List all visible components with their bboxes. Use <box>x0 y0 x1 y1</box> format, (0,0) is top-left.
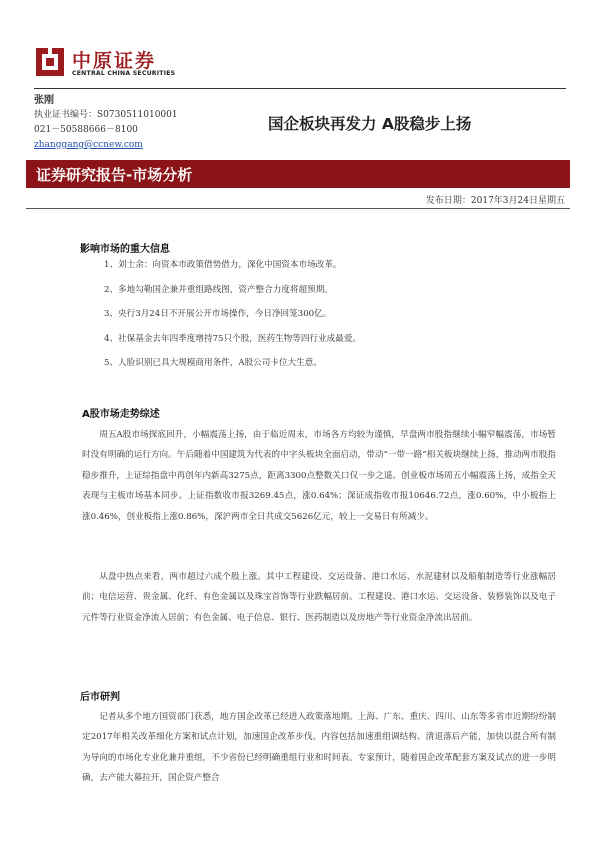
section-title-market-review: A股市场走势综述 <box>82 409 160 420</box>
outlook-paragraph: 记者从多个地方国资部门获悉，地方国企改革已经进入政策落地期。上海、广东、重庆、四川、山东等多省市近期纷纷制定2017年相关改革细化方案和试点计划，加速国企改革步伐。内容包括加速重组调结构、清退落后产能，加快以混合所有制为导向的市场化专业化兼并重组，不少省份已经明确重组行业和时间表。专家预计，随着国企改革配套方案及试点的进一步明确，去产能大幕拉开，国企资产整合 <box>82 712 556 784</box>
section-title-outlook: 后市研判 <box>80 692 120 703</box>
list-item: 2、多地勾勒国企兼并重组路线图，资产整合力度将超预期。 <box>104 284 333 295</box>
list-item: 3、央行3月24日不开展公开市场操作，今日净回笼300亿。 <box>104 309 332 319</box>
market-hotspot-paragraph: 从盘中热点来看，两市超过六成个股上涨。其中工程建设、交运设备、港口水运、水泥建材以及船舶制造等行业涨幅居前；电信运营、贵金属、化纤、有色金属以及珠宝首饰等行业跌幅居前。工程建设、港口水运、交运设备、装修装饰以及电子元件等行业资金净流入居前；有色金属、电子信息、银行、医药制造以及房地产等行业资金净流出居前。 <box>82 572 556 623</box>
logo-english-text: CENTRAL CHINA SECURITIES <box>72 70 176 77</box>
report-type-banner <box>26 160 570 188</box>
list-item: 1、刘士余：向资本市政策借势借力，深化中国资本市场改革。 <box>104 260 342 270</box>
publish-date: 发布日期：2017年3月24日星期五 <box>425 196 565 206</box>
list-item: 5、人脸识别已具大规模商用条件，A股公司卡位大生意。 <box>104 358 322 368</box>
key-news-list <box>104 259 361 382</box>
date-divider <box>26 208 570 209</box>
list-item: 4、社保基金去年四季度增持75只个股，医药生物等四行业成最爱。 <box>104 333 362 344</box>
company-logo <box>34 44 184 84</box>
section-title-key-news: 影响市场的重大信息 <box>80 244 170 255</box>
report-headline: 国企板块再发力 A股稳步上扬 <box>268 115 472 133</box>
market-review-paragraph: 周五A股市场探底回升，小幅震荡上扬，由于临近周末，市场各方均较为谨慎，早盘两市股指继续小幅窄幅震荡，市场暂时没有明确的运行方向。午后随着中国建筑为代表的中字头板块全面启动，带动“一带一路”相关板块继续上扬，推动两市股指稳步推升，上证综指盘中再创年内新高3275点，距离3300点整数关口仅一步之遥。创业板市场周五小幅震荡上扬，成指全天表现与主板市场基本同步。上证指数收市报3269.45点，涨0.64%；深证成指收市报10646.72点，涨0.60%，中小板指上涨0.46%，创业板指上涨0.86%，深沪两市全日共成交5626亿元，较上一交易日有所减少。 <box>82 430 556 522</box>
header-divider <box>34 88 566 89</box>
analyst-phone: 021－50588666－8100 <box>34 125 138 135</box>
analyst-info <box>34 93 234 153</box>
analyst-name: 张刚 <box>34 95 54 106</box>
company-logo-icon <box>34 46 66 78</box>
analyst-license: 执业证书编号：S0730511010001 <box>34 110 178 120</box>
logo-chinese-text: 中原证券 <box>72 50 157 72</box>
report-type-label: 证券研究报告-市场分析 <box>36 166 193 184</box>
analyst-email-link[interactable]: zhanggang@ccnew.com <box>34 140 143 150</box>
